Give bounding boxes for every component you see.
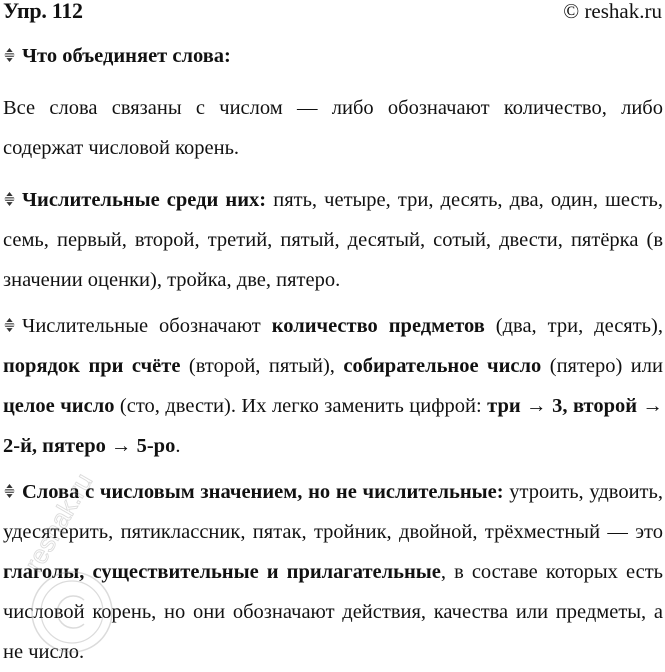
term-collective: собирательное число (343, 355, 542, 377)
section-not-numerals (3, 472, 663, 672)
text-part: . (175, 435, 181, 457)
text-part: (сто, двести). Их легко заменить цифрой: (114, 395, 488, 417)
digit-examples: три → 3, второй → 2-й, пятеро → 5-ро (3, 395, 664, 457)
term-quantity: количество предметов (271, 315, 485, 337)
diamond-bullet-icon (3, 191, 16, 207)
numerals-list: пять, четыре, три, десять, два, один, шесть, семь, первый, второй, третий, пятый, десятый, сотый, двести, пятёрка (в значении оценки), тройка, две, пятеро. (3, 189, 664, 291)
svg-text:reshak.ru: reshak.ru (18, 467, 99, 577)
section-what-unites (3, 36, 663, 76)
text-part: Числительные обозначают (22, 315, 272, 337)
text-part: , в составе которых есть числовой корень, но они обозначают действия, качества или предметы, а не число. (3, 561, 664, 663)
section-heading: Числительные среди них: (22, 189, 267, 211)
exercise-title: Упр. 112 (3, 0, 83, 23)
page-header (0, 0, 665, 30)
term-whole: целое число (3, 395, 115, 417)
term-order: порядок при счёте (3, 355, 181, 377)
text-part: утроить, удвоить, удесятерить, пятиклассник, пятак, тройник, двойной, трёхместный — это (3, 481, 663, 543)
term-parts-of-speech: глаголы, существительные и прилагательные (3, 561, 441, 583)
section-numerals (3, 180, 663, 300)
section-numerals-meaning (3, 306, 663, 466)
paragraph-text: Все слова связаны с числом — либо обозначают количество, либо содержат числовой корень. (3, 97, 663, 159)
text-part: (второй, пятый), (180, 355, 344, 377)
copyright-notice: © reshak.ru (563, 0, 662, 23)
section-heading: Слова с числовым значением, но не числительные: (22, 481, 504, 503)
text-part: (пятеро) или (541, 355, 663, 377)
diamond-bullet-icon (3, 483, 16, 499)
text-part: (два, три, десять), (484, 315, 663, 337)
section-heading: Что объединяет слова: (22, 45, 231, 67)
section-all-words (3, 88, 663, 168)
diamond-bullet-icon (3, 47, 16, 63)
diamond-bullet-icon (3, 317, 16, 333)
